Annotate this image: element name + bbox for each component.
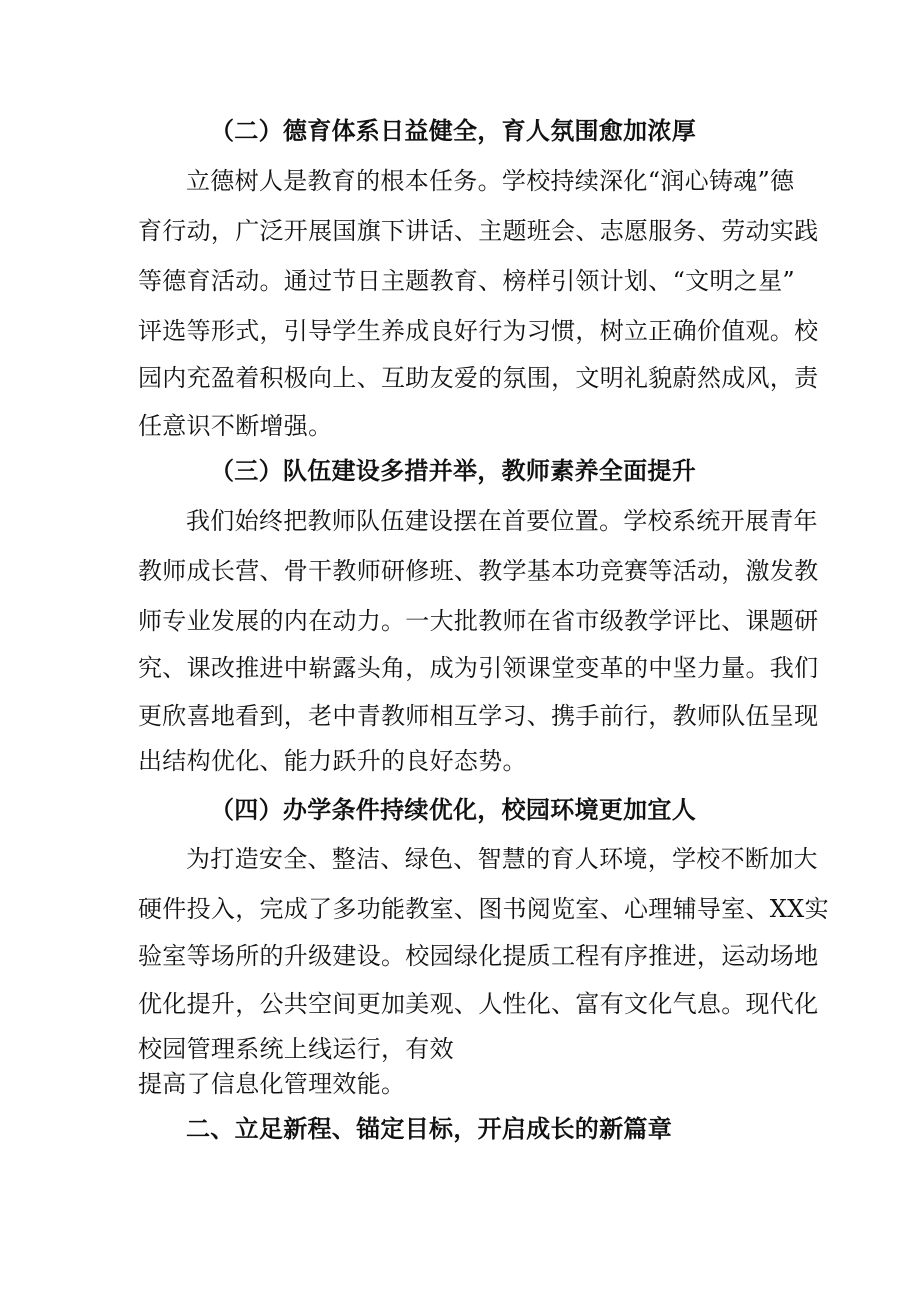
paragraph-line: 验室等场所的升级建设。校园绿化提质工程有序推进，运动场地	[138, 942, 819, 970]
paragraph-line: 提高了信息化管理效能。	[138, 1070, 406, 1098]
section-heading-3: （三）队伍建设多措并举，教师素养全面提升	[210, 456, 696, 485]
paragraph-line: 师专业发展的内在动力。一大批教师在省市级教学评比、课题研	[138, 607, 819, 635]
paragraph-line: 出结构优化、能力跃升的良好态势。	[138, 747, 527, 775]
paragraph-line: 校园管理系统上线运行，有效	[138, 1035, 454, 1063]
paragraph-line: 立德树人是教育的根本任务。学校持续深化“润心铸魂”德	[186, 167, 795, 195]
paragraph-line: 任意识不断增强。	[138, 412, 333, 440]
section-heading-4: （四）办学条件持续优化，校园环境更加宜人	[210, 795, 696, 824]
paragraph-line: 育行动，广泛开展国旗下讲话、主题班会、志愿服务、劳动实践	[138, 217, 819, 245]
paragraph-line: 教师成长营、骨干教师研修班、教学基本功竞赛等活动，激发教	[138, 557, 819, 585]
paragraph-line: 更欣喜地看到，老中青教师相互学习、携手前行，教师队伍呈现	[138, 702, 819, 730]
paragraph-line: 等德育活动。通过节日主题教育、榜样引领计划、“文明之星”	[138, 267, 795, 295]
paragraph-line: 我们始终把教师队伍建设摆在首要位置。学校系统开展青年	[186, 507, 818, 535]
paragraph-line: 究、课改推进中崭露头角，成为引领课堂变革的中坚力量。我们	[138, 654, 819, 682]
paragraph-line: 为打造安全、整洁、绿色、智慧的育人环境，学校不断加大	[186, 845, 818, 873]
section-heading-2: （二）德育体系日益健全，育人氛围愈加浓厚	[210, 116, 696, 145]
paragraph-line: 园内充盈着积极向上、互助友爱的氛围，文明礼貌蔚然成风，责	[138, 364, 819, 392]
paragraph-line: 优化提升，公共空间更加美观、人性化、富有文化气息。现代化	[138, 990, 819, 1018]
paragraph-line: 硬件投入，完成了多功能教室、图书阅览室、心理辅导室、XX实	[138, 895, 829, 923]
part-heading-2: 二、立足新程、锚定目标，开启成长的新篇章	[186, 1114, 672, 1143]
paragraph-line: 评选等形式，引导学生养成良好行为习惯，树立正确价值观。校	[138, 317, 819, 345]
